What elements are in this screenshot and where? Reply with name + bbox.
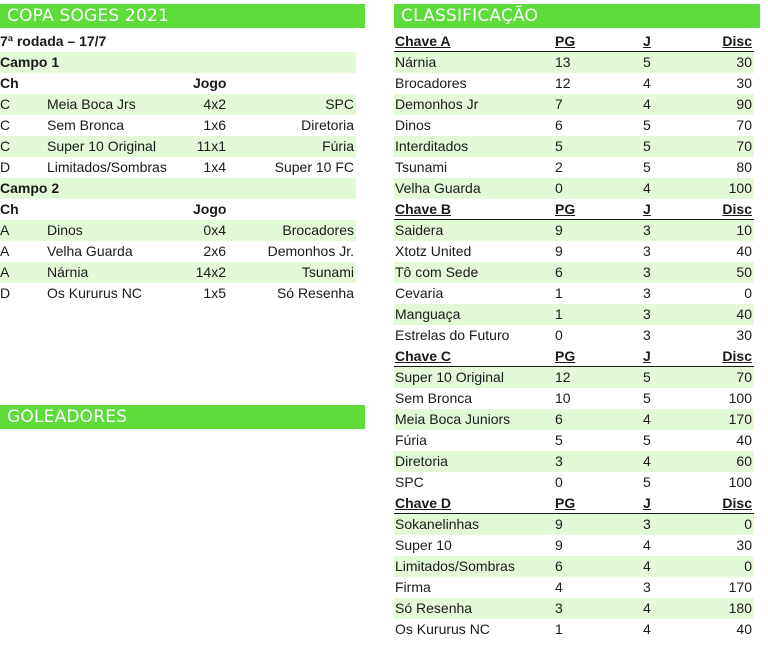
team-points: 12 (555, 369, 571, 385)
team-games: 5 (643, 138, 651, 154)
team-name: Firma (395, 579, 431, 595)
team-games: 4 (643, 180, 651, 196)
match-home-team: Super 10 Original (47, 138, 156, 154)
match-away-team: Super 10 FC (274, 159, 354, 175)
team-name: Sem Bronca (395, 390, 473, 406)
group-name: Chave B (395, 201, 452, 217)
match-away-team: SPC (325, 96, 354, 112)
match-group: C (0, 138, 11, 154)
team-discipline: 10 (736, 222, 752, 238)
match-home-team: Limitados/Sombras (47, 159, 167, 175)
team-points: 3 (555, 600, 563, 616)
team-points: 6 (555, 558, 563, 574)
col-j-header: J (643, 495, 651, 511)
group-name: Chave A (395, 33, 451, 49)
match-away-team: Fúria (322, 138, 354, 154)
team-points: 7 (555, 96, 563, 112)
team-name: Só Resenha (395, 600, 473, 616)
standings-row (394, 409, 754, 430)
match-row (0, 136, 356, 157)
team-discipline: 40 (736, 621, 752, 637)
team-discipline: 100 (728, 180, 752, 196)
team-games: 3 (643, 516, 651, 532)
team-games: 4 (643, 411, 651, 427)
match-home-team: Os Kururus NC (47, 285, 142, 301)
standings-row (394, 241, 754, 262)
match-home-team: Sem Bronca (47, 117, 125, 133)
col-disc-header: Disc (722, 201, 752, 217)
team-name: Limitados/Sombras (395, 558, 515, 574)
group-header-row (394, 31, 754, 52)
group-name: Chave D (395, 495, 452, 511)
standings-row (394, 388, 754, 409)
match-home-team: Dinos (47, 222, 83, 238)
team-discipline: 30 (736, 54, 752, 70)
match-group: A (0, 222, 10, 238)
team-games: 5 (643, 432, 651, 448)
match-away-team: Diretoria (301, 117, 354, 133)
col-disc-header: Disc (722, 348, 752, 364)
standings-row (394, 178, 754, 199)
match-score: 1x4 (203, 159, 226, 175)
standings-row (394, 514, 754, 535)
team-name: SPC (395, 474, 424, 490)
match-away-team: Tsunami (301, 264, 354, 280)
group-name: Chave C (395, 348, 452, 364)
team-discipline: 70 (736, 369, 752, 385)
team-points: 6 (555, 411, 563, 427)
team-points: 2 (555, 159, 563, 175)
team-games: 5 (643, 159, 651, 175)
team-name: Demonhos Jr (395, 96, 479, 112)
team-name: Brocadores (395, 75, 467, 91)
standings-row (394, 283, 754, 304)
team-discipline: 170 (728, 411, 752, 427)
team-points: 0 (555, 474, 563, 490)
header-jogo: Jogo (193, 201, 227, 217)
team-discipline: 30 (736, 327, 752, 343)
team-discipline: 170 (728, 579, 752, 595)
standings-row (394, 535, 754, 556)
match-home-team: Velha Guarda (47, 243, 133, 259)
team-games: 5 (643, 54, 651, 70)
match-home-team: Meia Boca Jrs (47, 96, 136, 112)
team-discipline: 80 (736, 159, 752, 175)
tournament-title-banner: COPA SOGES 2021 (0, 4, 365, 28)
col-j-header: J (643, 33, 651, 49)
team-name: Nárnia (395, 54, 437, 70)
standings-row (394, 304, 754, 325)
field-header-row (0, 73, 356, 94)
team-discipline: 0 (744, 558, 752, 574)
col-pg-header: PG (555, 348, 576, 364)
field-title (0, 52, 356, 73)
standings-row (394, 325, 754, 346)
team-discipline: 40 (736, 306, 752, 322)
team-name: Cevaria (395, 285, 444, 301)
team-discipline: 50 (736, 264, 752, 280)
team-points: 0 (555, 180, 563, 196)
match-row (0, 220, 356, 241)
team-points: 9 (555, 222, 563, 238)
team-name: Dinos (395, 117, 431, 133)
team-points: 10 (555, 390, 571, 406)
team-points: 1 (555, 621, 563, 637)
team-name: Velha Guarda (395, 180, 481, 196)
standings-row (394, 472, 754, 493)
team-name: Tô com Sede (395, 264, 479, 280)
team-name: Estrelas do Futuro (395, 327, 510, 343)
match-row (0, 157, 356, 178)
match-home-team: Nárnia (47, 264, 89, 280)
standings-row (394, 556, 754, 577)
match-group: A (0, 243, 10, 259)
match-group: A (0, 264, 10, 280)
match-score: 0x4 (203, 222, 226, 238)
team-points: 0 (555, 327, 563, 343)
col-pg-header: PG (555, 495, 576, 511)
standings-row (394, 136, 754, 157)
field-title-text: Campo 2 (0, 180, 60, 196)
standings-row (394, 94, 754, 115)
header-jogo: Jogo (193, 75, 227, 91)
match-group: C (0, 117, 11, 133)
standings-row (394, 220, 754, 241)
team-discipline: 30 (736, 75, 752, 91)
match-score: 1x5 (203, 285, 226, 301)
team-points: 9 (555, 516, 563, 532)
team-games: 4 (643, 600, 651, 616)
match-row (0, 115, 356, 136)
team-discipline: 180 (728, 600, 752, 616)
team-name: Xtotz United (395, 243, 472, 259)
team-games: 3 (643, 327, 651, 343)
team-games: 3 (643, 579, 651, 595)
team-games: 4 (643, 621, 651, 637)
match-row (0, 94, 356, 115)
round-title (0, 31, 356, 52)
team-games: 3 (643, 306, 651, 322)
group-header-row (394, 346, 754, 367)
match-score: 14x2 (195, 264, 226, 280)
match-score: 11x1 (196, 138, 226, 154)
team-points: 12 (555, 75, 571, 91)
team-games: 5 (643, 390, 651, 406)
col-disc-header: Disc (722, 33, 752, 49)
match-away-team: Só Resenha (276, 285, 354, 301)
match-score: 2x6 (203, 243, 226, 259)
standings-row (394, 262, 754, 283)
round-title-text: 7ª rodada – 17/7 (0, 33, 107, 49)
team-name: Interditados (395, 138, 469, 154)
team-discipline: 100 (728, 474, 752, 490)
match-group: D (0, 159, 11, 175)
scorers-title-banner: GOLEADORES (0, 405, 365, 429)
team-games: 4 (643, 96, 651, 112)
team-games: 5 (643, 369, 651, 385)
team-name: Manguaça (395, 306, 461, 322)
team-discipline: 40 (736, 243, 752, 259)
team-discipline: 0 (744, 285, 752, 301)
match-score: 1x6 (203, 117, 226, 133)
standings-row (394, 73, 754, 94)
team-games: 4 (643, 75, 651, 91)
match-row (0, 241, 356, 262)
col-pg-header: PG (555, 201, 576, 217)
team-games: 5 (643, 474, 651, 490)
group-header-row (394, 199, 754, 220)
team-games: 4 (643, 558, 651, 574)
standings-row (394, 430, 754, 451)
standings-row (394, 157, 754, 178)
standings-panel (394, 31, 754, 640)
match-group: D (0, 285, 11, 301)
standings-row (394, 577, 754, 598)
team-games: 3 (643, 222, 651, 238)
team-name: Fúria (395, 432, 427, 448)
team-discipline: 70 (736, 117, 752, 133)
group-header-row (394, 493, 754, 514)
standings-row (394, 52, 754, 73)
team-points: 6 (555, 117, 563, 133)
match-score: 4x2 (203, 96, 226, 112)
team-points: 4 (555, 579, 563, 595)
match-away-team: Brocadores (282, 222, 354, 238)
standings-row (394, 598, 754, 619)
standings-title-banner: CLASSIFICAÇÃO (394, 4, 760, 28)
team-games: 5 (643, 117, 651, 133)
team-discipline: 30 (736, 537, 752, 553)
team-games: 4 (643, 537, 651, 553)
team-discipline: 60 (736, 453, 752, 469)
standings-row (394, 619, 754, 640)
team-name: Tsunami (395, 159, 448, 175)
team-discipline: 90 (736, 96, 752, 112)
team-name: Os Kururus NC (395, 621, 490, 637)
team-name: Diretoria (395, 453, 448, 469)
team-points: 13 (555, 54, 571, 70)
team-name: Sokanelinhas (395, 516, 480, 532)
col-disc-header: Disc (722, 495, 752, 511)
team-points: 5 (555, 432, 563, 448)
team-games: 3 (643, 285, 651, 301)
match-away-team: Demonhos Jr. (267, 243, 354, 259)
team-points: 1 (555, 285, 563, 301)
team-points: 9 (555, 243, 563, 259)
col-j-header: J (643, 348, 651, 364)
team-games: 3 (643, 243, 651, 259)
team-discipline: 100 (728, 390, 752, 406)
match-row (0, 283, 356, 304)
field-title (0, 178, 356, 199)
team-name: Super 10 Original (395, 369, 504, 385)
standings-row (394, 367, 754, 388)
header-ch: Ch (0, 75, 19, 91)
field-header-row (0, 199, 356, 220)
col-j-header: J (643, 201, 651, 217)
team-games: 3 (643, 264, 651, 280)
team-games: 4 (643, 453, 651, 469)
team-discipline: 40 (736, 432, 752, 448)
team-discipline: 0 (744, 516, 752, 532)
team-points: 3 (555, 453, 563, 469)
header-ch: Ch (0, 201, 19, 217)
standings-row (394, 115, 754, 136)
team-points: 5 (555, 138, 563, 154)
team-name: Meia Boca Juniors (395, 411, 511, 427)
field-title-text: Campo 1 (0, 54, 60, 70)
team-points: 9 (555, 537, 563, 553)
team-points: 1 (555, 306, 563, 322)
match-row (0, 262, 356, 283)
matches-panel (0, 31, 356, 304)
team-name: Saidera (395, 222, 444, 238)
team-points: 6 (555, 264, 563, 280)
standings-row (394, 451, 754, 472)
team-discipline: 70 (736, 138, 752, 154)
match-group: C (0, 96, 11, 112)
col-pg-header: PG (555, 33, 576, 49)
team-name: Super 10 (395, 537, 452, 553)
